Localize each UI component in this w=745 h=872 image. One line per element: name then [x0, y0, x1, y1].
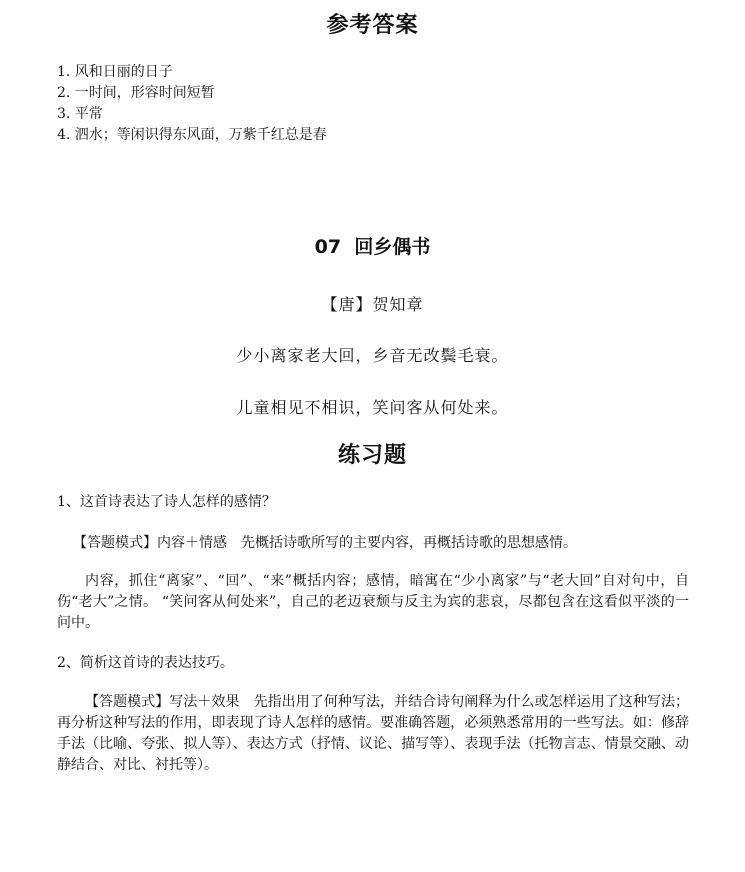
- q1-answer-mode: [73, 533, 689, 554]
- q2-answer-mode: [57, 692, 689, 776]
- q2-mode-text: 写法＋效果 先指出用了何种写法，并结合诗句阐释为什么或怎样运用了这种写法；再分析这种写法的作用，即表现了诗人怎样的感情。要准确答题，必须熟悉常用的一些写法。如：修辞手法（比喻、夸张、拟人等）、表达方式（抒情、议论、描写等）、表现手法（托物言志、情景交融、动静结合、对比、衬托等）。: [57, 694, 690, 773]
- poem-line-2: 儿童相见不相识，笑问客从何处来。: [236, 398, 509, 417]
- answer-item-4: 4. 泗水；等闲识得东风面，万紫千红总是春: [57, 127, 327, 143]
- question-1: 1、这首诗表达了诗人怎样的感情？: [57, 494, 276, 510]
- poem-author: 【唐】贺知章: [321, 295, 424, 314]
- exercises-heading: 练习题: [337, 443, 407, 468]
- answer-item-3: 3. 平常: [57, 106, 103, 122]
- poem-line-1: 少小离家老大回，乡音无改鬓毛衰。: [236, 346, 509, 365]
- q2-mode-label: 【答题模式】: [85, 694, 170, 710]
- q1-mode-text: 内容＋情感 先概括诗歌所写的主要内容，再概括诗歌的思想感情。: [157, 535, 577, 551]
- answer-list: [57, 62, 327, 146]
- poem-title: 07 回乡偶书: [314, 236, 431, 258]
- q1-answer: 内容，抓住“离家”、“回”、“来”概括内容；感情，暗寓在“少小离家”与“老大回”自对句中，自伤“老大”之情。 “笑问客从何处来”，自己的老迈衰颓与反主为宾的悲哀，尽都包含在这看似平淡的一问中。: [57, 573, 689, 631]
- answers-heading: 参考答案: [326, 13, 419, 38]
- answer-item-1: 1. 风和日丽的日子: [57, 64, 173, 80]
- question-2: 2、简析这首诗的表达技巧。: [57, 655, 234, 671]
- q1-mode-label: 【答题模式】: [73, 535, 157, 551]
- answer-item-2: 2. 一时间，形容时间短暂: [57, 85, 215, 101]
